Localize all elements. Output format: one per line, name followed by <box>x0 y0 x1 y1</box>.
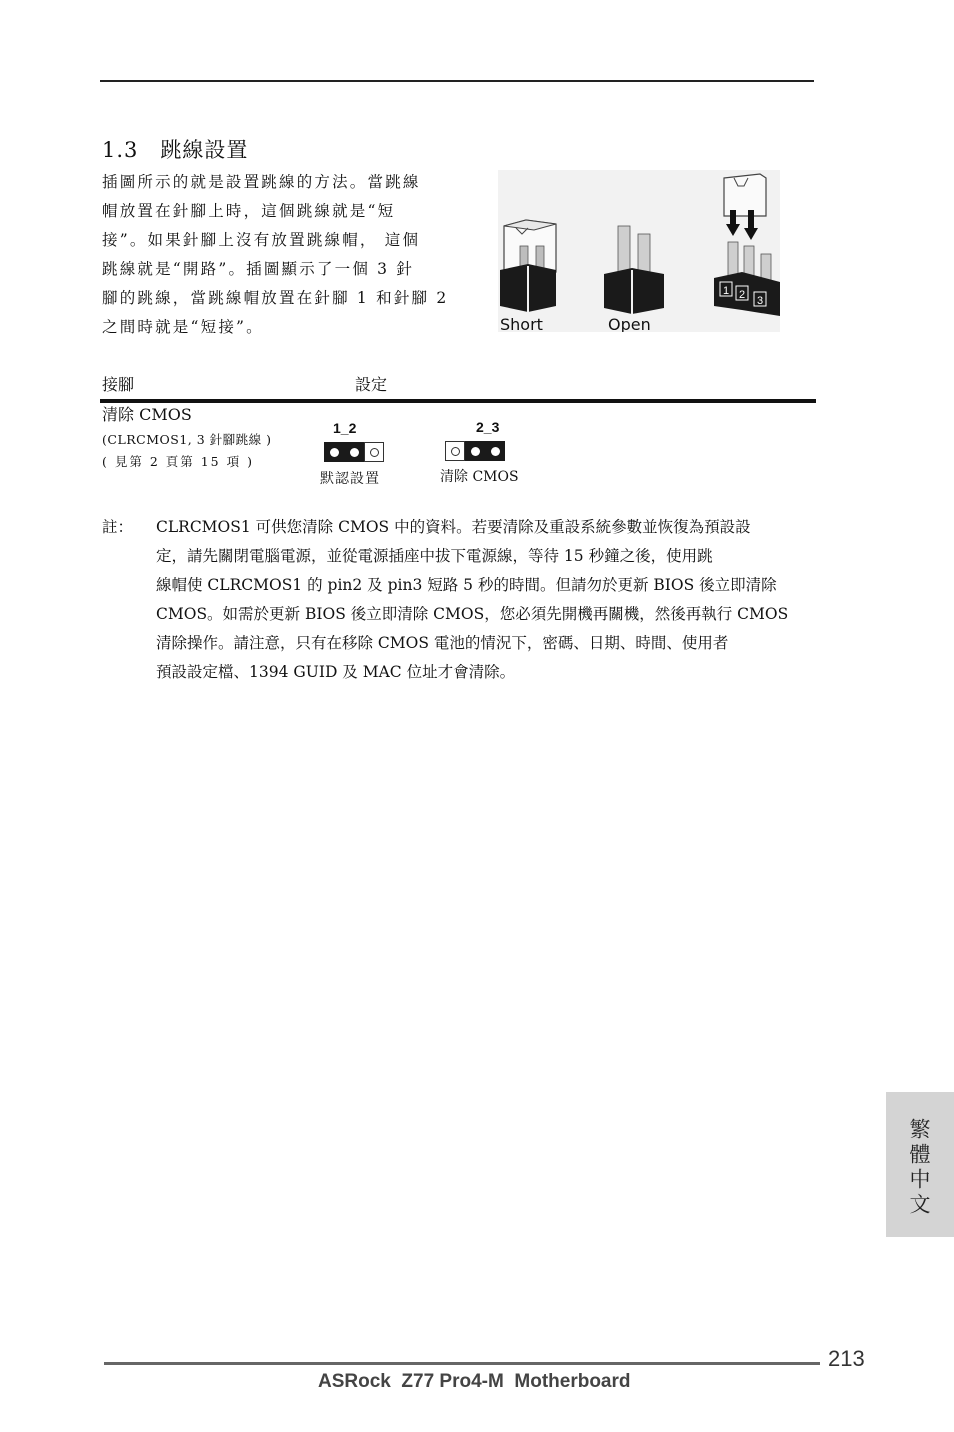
pin-number-1: 1 <box>723 285 730 297</box>
pin-number-3: 3 <box>757 295 764 307</box>
note-line: 清除操作。請注意，只有在移除 CMOS 電池的情況下，密碼、日期、時間、使用者 <box>156 634 729 652</box>
intro-line: 跳線就是“開路”。插圖顯示了一個 3 針 <box>102 260 415 278</box>
short-jumper <box>500 220 556 312</box>
note-body <box>156 513 818 687</box>
jumper-pin <box>465 441 485 461</box>
intro-line: 插圖所示的就是設置跳線的方法。當跳線 <box>102 173 421 191</box>
pin-base <box>604 268 664 314</box>
option-a-jumper <box>324 442 384 462</box>
note-line: CLRCMOS1 可供您清除 CMOS 中的資料。若要清除及重設系統參數並恢復為預設設 <box>156 518 751 536</box>
section-heading <box>102 134 248 164</box>
option-a-label: 1_2 <box>333 420 357 436</box>
jumper-pin <box>324 442 344 462</box>
option-b-label: 2_3 <box>476 419 500 435</box>
note-line: CMOS。如需於更新 BIOS 後立即清除 CMOS，您必須先開機再關機，然後再執行 CMOS <box>156 605 789 623</box>
open-label: Open <box>608 315 651 332</box>
short-label: Short <box>500 315 543 332</box>
note-label: 註： <box>102 518 134 536</box>
pin-number-2: 2 <box>739 289 746 301</box>
intro-line: 帽放置在針腳上時，這個跳線就是“短 <box>102 202 396 220</box>
jumper-pin <box>445 441 465 461</box>
language-side-tab <box>886 1092 954 1237</box>
intro-line: 接”。如果針腳上沒有放置跳線帽， 這個 <box>102 231 421 249</box>
jumper-pin <box>485 441 505 461</box>
arrow-shaft <box>748 210 754 228</box>
row-pin-designator: (CLRCMOS1, 3 針腳跳線 ) <box>102 432 272 447</box>
section-title: 跳線設置 <box>160 138 249 162</box>
note-line: 預設設定檔、1394 GUID 及 MAC 位址才會清除。 <box>156 663 516 681</box>
jumper-cap <box>724 174 766 216</box>
jumper-pin <box>344 442 364 462</box>
language-tab-label: 繁體中文 <box>907 1118 931 1218</box>
page-number: 213 <box>828 1346 865 1371</box>
top-divider <box>100 80 814 82</box>
row-pin-name: 清除 CMOS <box>102 405 192 424</box>
table-header-pin: 接腳 <box>102 375 135 394</box>
intro-line: 腳的跳線，當跳線帽放置在針腳 1 和針腳 2 <box>102 289 449 307</box>
row-pin-reference: ( 見第 2 頁第 15 項 ) <box>102 454 254 469</box>
footer-title: ASRock Z77 Pro4-M Motherboard <box>318 1371 631 1392</box>
note-line: 定，請先關閉電腦電源，並從電源插座中拔下電源線，等待 15 秒鐘之後，使用跳 <box>156 547 713 565</box>
option-a-caption: 默認設置 <box>320 471 380 487</box>
jumper-pin <box>364 442 384 462</box>
intro-paragraph <box>102 168 464 342</box>
arrow-shaft <box>730 210 736 226</box>
jumper-illustration <box>498 170 780 332</box>
option-b-caption: 清除 CMOS <box>440 469 519 485</box>
intro-line: 之間時就是“短接”。 <box>102 318 264 336</box>
note-line: 線帽使 CLRCMOS1 的 pin2 及 pin3 短路 5 秒的時間。但請勿於更新 BIOS 後立即清除 <box>156 576 777 594</box>
option-b-jumper <box>445 441 505 461</box>
table-header-setting: 設定 <box>355 375 388 394</box>
table-header-rule <box>100 399 816 403</box>
section-number: 1.3 <box>102 138 139 162</box>
footer-rule <box>104 1362 820 1365</box>
